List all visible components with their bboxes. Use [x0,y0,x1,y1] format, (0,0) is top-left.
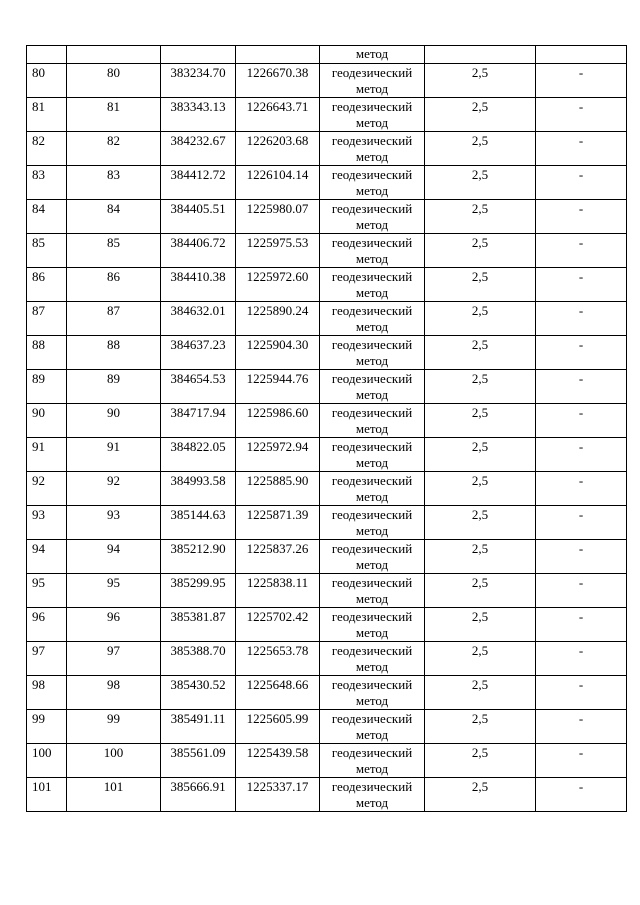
cell-coord-y: 1226104.14 [236,166,320,200]
cell-coord-y: 1225439.58 [236,744,320,778]
cell-extra: - [536,302,627,336]
cell-point-id: 84 [67,200,161,234]
cell-method [320,302,425,336]
cell-extra: - [536,200,627,234]
cell-point-number: 89 [27,370,67,404]
method-line-1: геодезический [331,439,413,454]
method-line-1: геодезический [331,541,413,556]
cell-coord-y: 1225648.66 [236,676,320,710]
cell-point-number: 97 [27,642,67,676]
cell-point-number: 95 [27,574,67,608]
table-row [27,234,627,268]
cell-point-id: 90 [67,404,161,438]
cell-coord-x: 383343.13 [161,98,236,132]
table-row [27,506,627,540]
method-line-1: геодезический [331,371,413,386]
cell-method [320,778,425,812]
cell-coord-y: 1225972.60 [236,268,320,302]
cell-coord-x: 384717.94 [161,404,236,438]
cell-accuracy: 2,5 [425,642,536,676]
cell-coord-x: 384405.51 [161,200,236,234]
cell-extra: - [536,234,627,268]
cell-extra: - [536,404,627,438]
cell-coord-x: 384993.58 [161,472,236,506]
method-line-2: метод [355,251,389,266]
coordinates-table [26,45,627,812]
method-line-2: метод [355,353,389,368]
method-line-1: геодезический [331,65,413,80]
cell-extra: - [536,370,627,404]
cell-extra: - [536,98,627,132]
method-line-1: геодезический [331,235,413,250]
method-line-1: геодезический [331,133,413,148]
table-row [27,370,627,404]
method-line-1: геодезический [331,99,413,114]
cell-coord-y: 1225890.24 [236,302,320,336]
cell-method [320,336,425,370]
cell-accuracy: 2,5 [425,438,536,472]
cell-method [320,166,425,200]
cell-extra: - [536,642,627,676]
method-line-1: геодезический [331,711,413,726]
method-line-1: геодезический [331,473,413,488]
cell-extra: - [536,336,627,370]
cell-coord-y: 1226203.68 [236,132,320,166]
cell-point-number: 87 [27,302,67,336]
cell-method [320,608,425,642]
cell-accuracy: 2,5 [425,574,536,608]
cell-extra: - [536,540,627,574]
cell-coord-y: 1225653.78 [236,642,320,676]
cell-coord-y: 1226643.71 [236,98,320,132]
cell-accuracy: 2,5 [425,98,536,132]
cell-point-number: 93 [27,506,67,540]
method-line-1: геодезический [331,405,413,420]
method-line-2: метод [355,591,389,606]
cell-accuracy: 2,5 [425,506,536,540]
cell-coord-x: 384654.53 [161,370,236,404]
cell-point-id: 88 [67,336,161,370]
table-row [27,166,627,200]
method-line-2: метод [355,183,389,198]
method-line-2: метод [355,761,389,776]
cell-point-number: 81 [27,98,67,132]
cell-point-id: 81 [67,98,161,132]
method-line-2: метод [355,455,389,470]
cell-point-number: 94 [27,540,67,574]
cell-method [320,574,425,608]
table-row [27,676,627,710]
cell-point-id: 96 [67,608,161,642]
cell-extra: - [536,574,627,608]
cell-point-id: 86 [67,268,161,302]
method-line-2: метод [355,115,389,130]
cell-accuracy: 2,5 [425,132,536,166]
cell-coord-x: 384637.23 [161,336,236,370]
cell-method [320,710,425,744]
cell-extra: - [536,676,627,710]
table-row [27,132,627,166]
cell-coord-y: 1225837.26 [236,540,320,574]
method-line-2: метод [355,625,389,640]
cell-method [320,676,425,710]
cell-extra: - [536,438,627,472]
cell-empty [536,46,627,64]
method-line-1: геодезический [331,677,413,692]
cell-coord-x: 385381.87 [161,608,236,642]
cell-point-id: 93 [67,506,161,540]
cell-extra: - [536,132,627,166]
continuation-row [27,46,627,64]
table-row [27,438,627,472]
method-line-2: метод [355,81,389,96]
cell-accuracy: 2,5 [425,166,536,200]
cell-accuracy: 2,5 [425,370,536,404]
table-row [27,710,627,744]
cell-coord-y: 1225944.76 [236,370,320,404]
table-row [27,472,627,506]
cell-coord-x: 385666.91 [161,778,236,812]
cell-coord-y: 1225986.60 [236,404,320,438]
cell-accuracy: 2,5 [425,710,536,744]
cell-extra: - [536,472,627,506]
cell-point-number: 86 [27,268,67,302]
cell-method [320,744,425,778]
cell-coord-x: 385144.63 [161,506,236,540]
cell-coord-x: 383234.70 [161,64,236,98]
cell-empty [67,46,161,64]
cell-coord-x: 384410.38 [161,268,236,302]
cell-point-id: 82 [67,132,161,166]
cell-extra: - [536,506,627,540]
cell-method [320,200,425,234]
cell-coord-y: 1225702.42 [236,608,320,642]
cell-coord-x: 384822.05 [161,438,236,472]
cell-accuracy: 2,5 [425,778,536,812]
cell-empty [425,46,536,64]
cell-coord-x: 385561.09 [161,744,236,778]
cell-coord-x: 385299.95 [161,574,236,608]
method-line-2: метод [355,523,389,538]
table-row [27,574,627,608]
cell-coord-x: 385491.11 [161,710,236,744]
cell-point-number: 99 [27,710,67,744]
cell-method-continuation: метод [320,46,425,64]
method-line-1: геодезический [331,507,413,522]
cell-coord-x: 385212.90 [161,540,236,574]
method-line-2: метод [355,557,389,572]
cell-accuracy: 2,5 [425,472,536,506]
cell-accuracy: 2,5 [425,540,536,574]
cell-extra: - [536,608,627,642]
method-line-2: метод [355,319,389,334]
cell-extra: - [536,778,627,812]
table-row [27,200,627,234]
table-row [27,540,627,574]
cell-point-id: 83 [67,166,161,200]
cell-coord-y: 1225904.30 [236,336,320,370]
cell-point-id: 94 [67,540,161,574]
cell-point-number: 96 [27,608,67,642]
cell-coord-y: 1225975.53 [236,234,320,268]
cell-coord-y: 1225980.07 [236,200,320,234]
cell-coord-y: 1225871.39 [236,506,320,540]
method-line-1: геодезический [331,609,413,624]
cell-method [320,370,425,404]
table-row [27,778,627,812]
table-row [27,64,627,98]
cell-method [320,64,425,98]
cell-method [320,472,425,506]
method-line-1: геодезический [331,201,413,216]
cell-accuracy: 2,5 [425,234,536,268]
cell-method [320,540,425,574]
cell-coord-x: 385430.52 [161,676,236,710]
cell-accuracy: 2,5 [425,64,536,98]
cell-point-number: 92 [27,472,67,506]
cell-extra: - [536,166,627,200]
method-line-2: метод [355,659,389,674]
cell-point-number: 90 [27,404,67,438]
method-line-2: метод [355,217,389,232]
cell-method [320,268,425,302]
table-row [27,302,627,336]
method-line-1: геодезический [331,303,413,318]
cell-method [320,438,425,472]
cell-point-number: 85 [27,234,67,268]
cell-coord-x: 384232.67 [161,132,236,166]
cell-point-id: 97 [67,642,161,676]
cell-point-number: 83 [27,166,67,200]
cell-point-number: 82 [27,132,67,166]
cell-coord-x: 385388.70 [161,642,236,676]
table-row [27,98,627,132]
table-body [27,46,627,812]
method-line-2: метод [355,421,389,436]
cell-accuracy: 2,5 [425,336,536,370]
cell-point-id: 100 [67,744,161,778]
cell-point-number: 88 [27,336,67,370]
method-line-2: метод [355,727,389,742]
cell-accuracy: 2,5 [425,676,536,710]
cell-coord-x: 384412.72 [161,166,236,200]
cell-accuracy: 2,5 [425,744,536,778]
method-line-1: геодезический [331,745,413,760]
cell-method [320,404,425,438]
cell-method [320,234,425,268]
cell-empty [161,46,236,64]
cell-coord-y: 1225605.99 [236,710,320,744]
method-line-2: метод [355,149,389,164]
cell-point-id: 85 [67,234,161,268]
cell-empty [27,46,67,64]
cell-point-id: 91 [67,438,161,472]
cell-coord-x: 384632.01 [161,302,236,336]
cell-point-id: 80 [67,64,161,98]
cell-coord-y: 1226670.38 [236,64,320,98]
cell-point-number: 100 [27,744,67,778]
cell-accuracy: 2,5 [425,404,536,438]
method-line-1: геодезический [331,643,413,658]
cell-point-id: 87 [67,302,161,336]
method-line-1: геодезический [331,269,413,284]
method-line-1: геодезический [331,167,413,182]
cell-point-number: 98 [27,676,67,710]
cell-point-id: 99 [67,710,161,744]
cell-coord-y: 1225972.94 [236,438,320,472]
cell-point-number: 84 [27,200,67,234]
cell-extra: - [536,710,627,744]
cell-extra: - [536,64,627,98]
table-row [27,642,627,676]
cell-point-number: 91 [27,438,67,472]
cell-accuracy: 2,5 [425,268,536,302]
table-row [27,336,627,370]
cell-point-id: 98 [67,676,161,710]
cell-point-id: 92 [67,472,161,506]
cell-method [320,506,425,540]
cell-point-id: 89 [67,370,161,404]
table-row [27,268,627,302]
method-line-1: геодезический [331,779,413,794]
table-row [27,608,627,642]
cell-coord-x: 384406.72 [161,234,236,268]
cell-accuracy: 2,5 [425,302,536,336]
cell-accuracy: 2,5 [425,608,536,642]
cell-method [320,642,425,676]
table-row [27,404,627,438]
cell-point-id: 95 [67,574,161,608]
method-line-2: метод [355,489,389,504]
cell-extra: - [536,268,627,302]
cell-point-number: 80 [27,64,67,98]
cell-coord-y: 1225885.90 [236,472,320,506]
method-line-2: метод [355,693,389,708]
cell-empty [236,46,320,64]
cell-point-number: 101 [27,778,67,812]
cell-coord-y: 1225337.17 [236,778,320,812]
cell-method [320,98,425,132]
cell-point-id: 101 [67,778,161,812]
cell-extra: - [536,744,627,778]
method-line-2: метод [355,285,389,300]
cell-coord-y: 1225838.11 [236,574,320,608]
cell-accuracy: 2,5 [425,200,536,234]
cell-method [320,132,425,166]
method-line-1: геодезический [331,575,413,590]
method-line-2: метод [355,387,389,402]
method-line-2: метод [355,795,389,810]
table-row [27,744,627,778]
method-line-1: геодезический [331,337,413,352]
